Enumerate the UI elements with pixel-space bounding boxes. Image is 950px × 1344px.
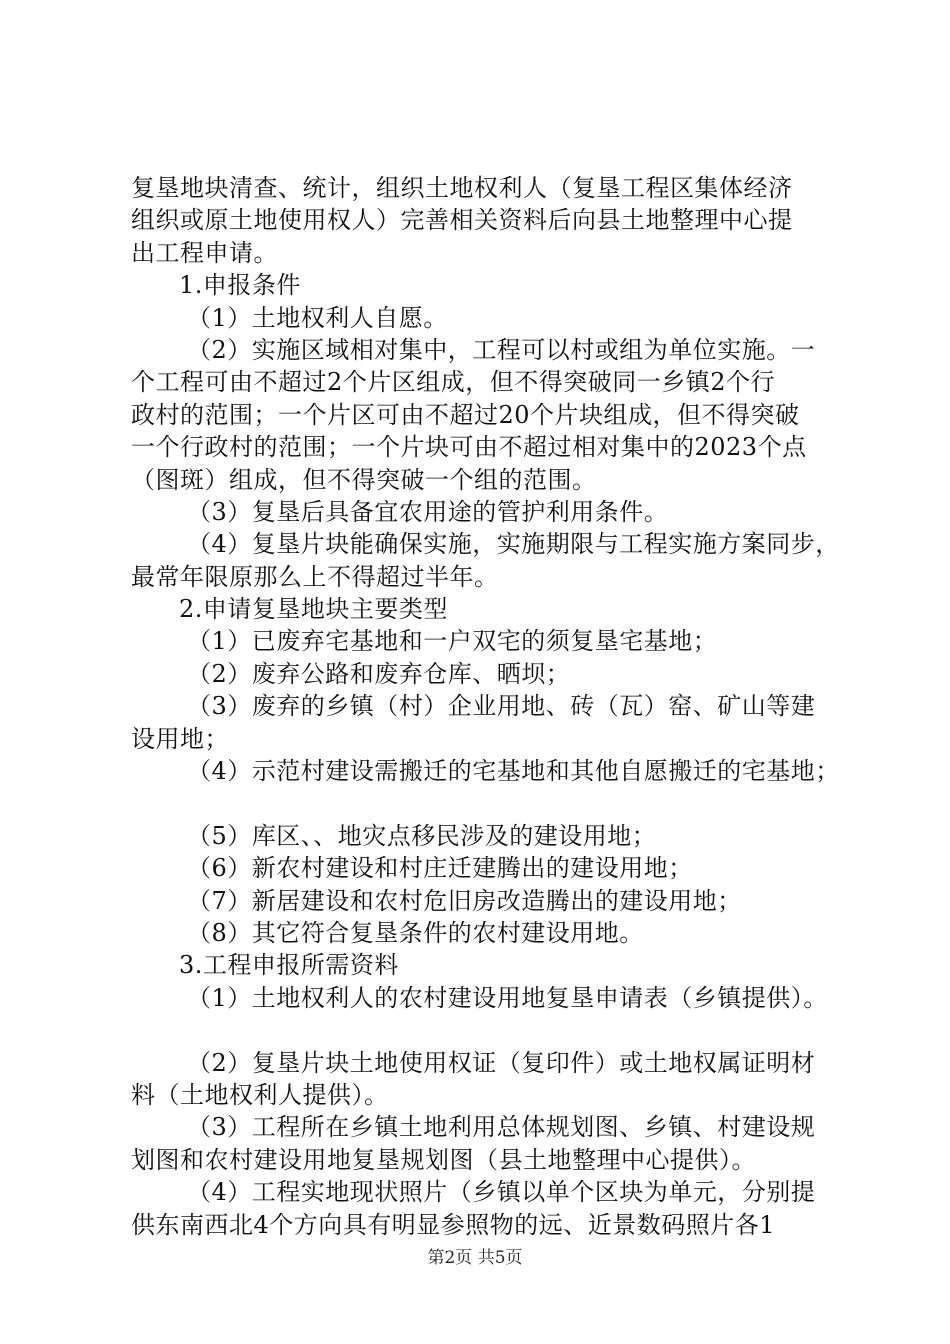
section-heading: 3.工程申报所需资料: [179, 951, 399, 980]
text-line: 料（土地权利人提供）。: [131, 1080, 389, 1109]
blank-line: [131, 787, 831, 819]
text-line: 个工程可由不超过2个片区组成，但不得突破同一乡镇2个行: [131, 368, 776, 397]
page-footer: [0, 1247, 950, 1269]
document-body: [131, 172, 840, 1241]
list-item: （8）其它符合复垦条件的农村建设用地。: [187, 918, 644, 947]
list-item: （7）新居建设和农村危旧房改造腾出的建设用地；: [187, 886, 742, 915]
list-item: （3）工程所在乡镇土地利用总体规划图、乡镇、村建设规: [187, 1113, 816, 1142]
list-item: （2）实施区域相对集中，工程可以村或组为单位实施。一: [187, 335, 816, 364]
text-line: 最常年限原那么上不得超过半年。: [131, 562, 499, 591]
text-line: （图斑）组成，但不得突破一个组的范围。: [131, 465, 597, 494]
text-line: 划图和农村建设用地复垦规划图（县土地整理中心提供）。: [131, 1145, 756, 1174]
list-item: （4）复垦片块能确保实施，实施期限与工程实施方案同步，: [187, 530, 840, 559]
list-item: （4）示范村建设需搬迁的宅基地和其他自愿搬迁的宅基地；: [187, 757, 840, 786]
list-item: （1）土地权利人的农村建设用地复垦申请表（乡镇提供）。: [187, 983, 828, 1012]
blank-line: [131, 1014, 831, 1046]
section-heading: 1.申报条件: [179, 271, 301, 300]
text-line: 供东南西北4个方向具有明显参照物的远、近景数码照片各1: [131, 1210, 776, 1239]
page-number-label: 第2页 共5页: [427, 1248, 523, 1268]
list-item: （1）土地权利人自愿。: [187, 303, 448, 332]
text-line: 政村的范围；一个片区可由不超过20个片块组成，但不得突破: [131, 400, 800, 429]
text-line: 设用地；: [131, 724, 229, 753]
list-item: （3）废弃的乡镇（村）企业用地、砖（瓦）窑、矿山等建: [187, 692, 816, 721]
text-line: 复垦地块清查、统计，组织土地权利人（复垦工程区集体经济: [131, 174, 793, 202]
list-item: （3）复垦后具备宜农用途的管护利用条件。: [187, 497, 669, 526]
list-item: （2）废弃公路和废弃仓库、晒坝；: [187, 659, 571, 688]
list-item: （5）库区、、地灾点移民涉及的建设用地；: [187, 821, 657, 850]
text-line: 一个行政村的范围；一个片块可由不超过相对集中的2023个点: [131, 433, 807, 462]
list-item: （4）工程实地现状照片（乡镇以单个区块为单元，分别提: [187, 1178, 816, 1207]
list-item: （6）新农村建设和村庄迁建腾出的建设用地；: [187, 854, 693, 883]
list-item: （1）已废弃宅基地和一户双宅的须复垦宅基地；: [187, 627, 718, 656]
text-line: 组织或原土地使用权人）完善相关资料后向县土地整理中心提: [131, 206, 793, 235]
list-item: （2）复垦片块土地使用权证（复印件）或土地权属证明材: [187, 1048, 816, 1077]
text-line: 出工程申请。: [131, 238, 278, 267]
section-heading: 2.申请复垦地块主要类型: [179, 595, 448, 624]
